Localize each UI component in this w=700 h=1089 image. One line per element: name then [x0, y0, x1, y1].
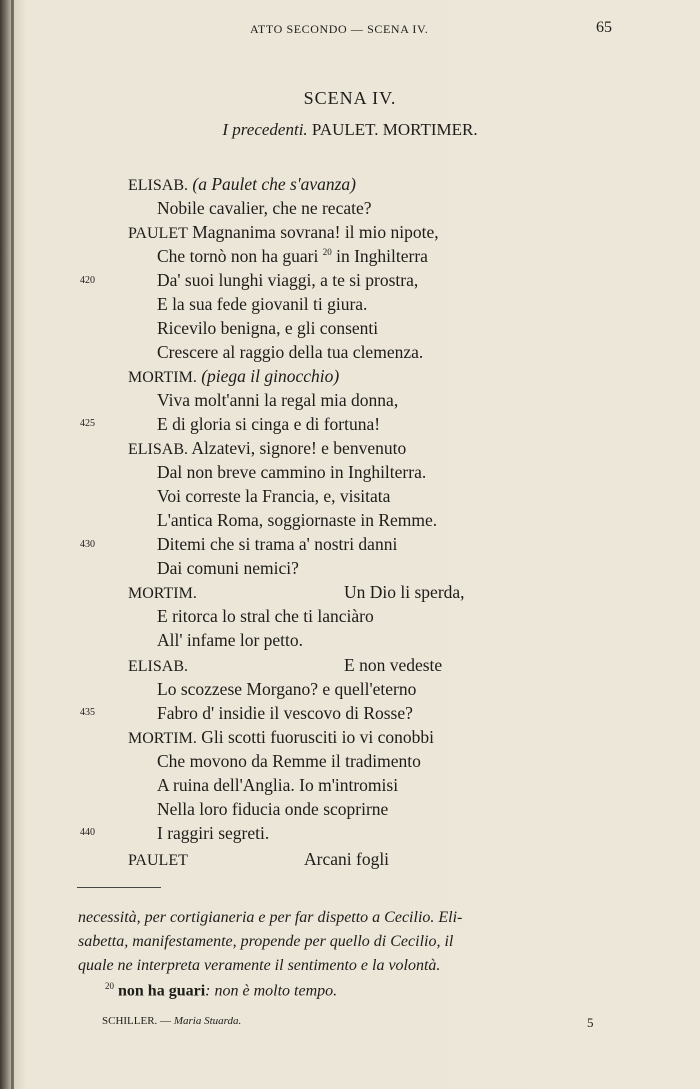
book-spine	[11, 0, 14, 1089]
verse-line: E ritorca lo stral che ti lanciàro	[157, 606, 374, 626]
verse-line: Nobile cavalier, che ne recate?	[157, 198, 372, 218]
signature-mark: 5	[587, 1015, 594, 1030]
footnote-number: 20	[105, 981, 114, 991]
stage-direction: (piega il ginocchio)	[201, 366, 340, 386]
footer-title: Maria Stuarda.	[173, 1015, 242, 1027]
verse-line	[157, 248, 428, 266]
verse-line: Voi correste la Francia, e, visitata	[157, 486, 391, 506]
verse-line: L'antica Roma, soggiornaste in Remme.	[157, 510, 438, 530]
line-number: 425	[80, 418, 95, 429]
footer-author: SCHILLER. —	[102, 1015, 172, 1027]
verse-line: Da' suoi lunghi viaggi, a te si prostra,	[157, 270, 419, 290]
footnote-term: non ha guari	[118, 982, 206, 1000]
verse-line: E la sua fede giovanil ti giura.	[157, 294, 368, 314]
verse-line: Dal non breve cammino in Inghilterra.	[157, 462, 427, 482]
verse-line: Lo scozzese Morgano? e quell'eterno	[157, 679, 417, 699]
verse-text: Gli scotti fuorusciti io vi conobbi	[201, 727, 435, 747]
verse-line: All' infame lor petto.	[157, 630, 304, 650]
verse-line: A ruina dell'Anglia. Io m'intromisi	[157, 775, 399, 795]
line-number: 420	[80, 275, 95, 286]
footnote-20	[105, 982, 337, 999]
verse-line: Dai comuni nemici?	[157, 558, 299, 578]
verse-line: Crescere al raggio della tua clemenza.	[157, 342, 424, 362]
verse-line: Che movono da Remme il tradimento	[157, 751, 421, 771]
speaker: ELISAB.	[128, 177, 188, 194]
verse-line	[128, 657, 188, 675]
verse-line-continuation: Arcani fogli	[304, 849, 390, 869]
verse-line-continuation: Un Dio li sperda,	[344, 582, 465, 602]
verse-line	[128, 729, 434, 747]
speaker: MORTIM.	[128, 369, 197, 386]
verse-line: I raggiri segreti.	[157, 823, 270, 843]
verse-line	[128, 176, 356, 194]
verse-line: Ricevilo benigna, e gli consenti	[157, 318, 379, 338]
footnote-rule	[77, 887, 161, 888]
verse-line: E di gloria si cinga e di fortuna!	[157, 414, 381, 434]
verse-line	[128, 368, 339, 386]
verse-line-continuation: E non vedeste	[344, 655, 443, 675]
verse-line	[128, 224, 439, 242]
verse-text: Magnanima sovrana! il mio nipote,	[192, 222, 439, 242]
verse-line: Nella loro fiducia onde scoprirne	[157, 799, 389, 819]
speaker: ELISAB.	[128, 658, 188, 675]
speaker: ELISAB.	[128, 441, 188, 458]
verse-line: Ditemi che si trama a' nostri danni	[157, 534, 398, 554]
footnote-line: necessità, per cortigianeria e per far dispetto a Cecilio. Eli-	[78, 909, 463, 926]
line-number: 440	[80, 827, 95, 838]
speaker: PAULET	[128, 225, 188, 242]
line-number: 430	[80, 539, 95, 550]
speaker: PAULET	[128, 852, 188, 869]
characters-names: PAULET. MORTIMER.	[307, 120, 478, 139]
verse-line	[128, 851, 188, 869]
verse-text: Alzatevi, signore! e benvenuto	[191, 438, 407, 458]
stage-direction: (a Paulet che s'avanza)	[192, 174, 357, 194]
scene-characters	[0, 120, 700, 140]
footer-author-title	[102, 1015, 241, 1027]
line-number: 435	[80, 707, 95, 718]
verse-text: Che tornò non ha guari	[157, 246, 319, 266]
footnote-definition: : non è molto tempo.	[205, 982, 338, 1000]
speaker: MORTIM.	[128, 585, 197, 602]
page-number: 65	[596, 19, 612, 36]
footnote-line: quale ne interpreta veramente il sentimento e la volontà.	[78, 957, 441, 974]
verse-line	[128, 440, 406, 458]
speaker: MORTIM.	[128, 730, 197, 747]
verse-line: Viva molt'anni la regal mia donna,	[157, 390, 399, 410]
scene-title: SCENA IV.	[303, 88, 397, 108]
footnote-line: sabetta, manifestamente, propende per quello di Cecilio, il	[78, 933, 454, 950]
running-head: ATTO SECONDO — SCENA IV.	[250, 22, 429, 36]
verse-line: Fabro d' insidie il vescovo di Rosse?	[157, 703, 413, 723]
footnote-ref: 20	[322, 247, 332, 258]
characters-italic: I precedenti.	[222, 120, 308, 139]
verse-text-after: in Inghilterra	[331, 246, 428, 266]
verse-line	[128, 584, 197, 602]
